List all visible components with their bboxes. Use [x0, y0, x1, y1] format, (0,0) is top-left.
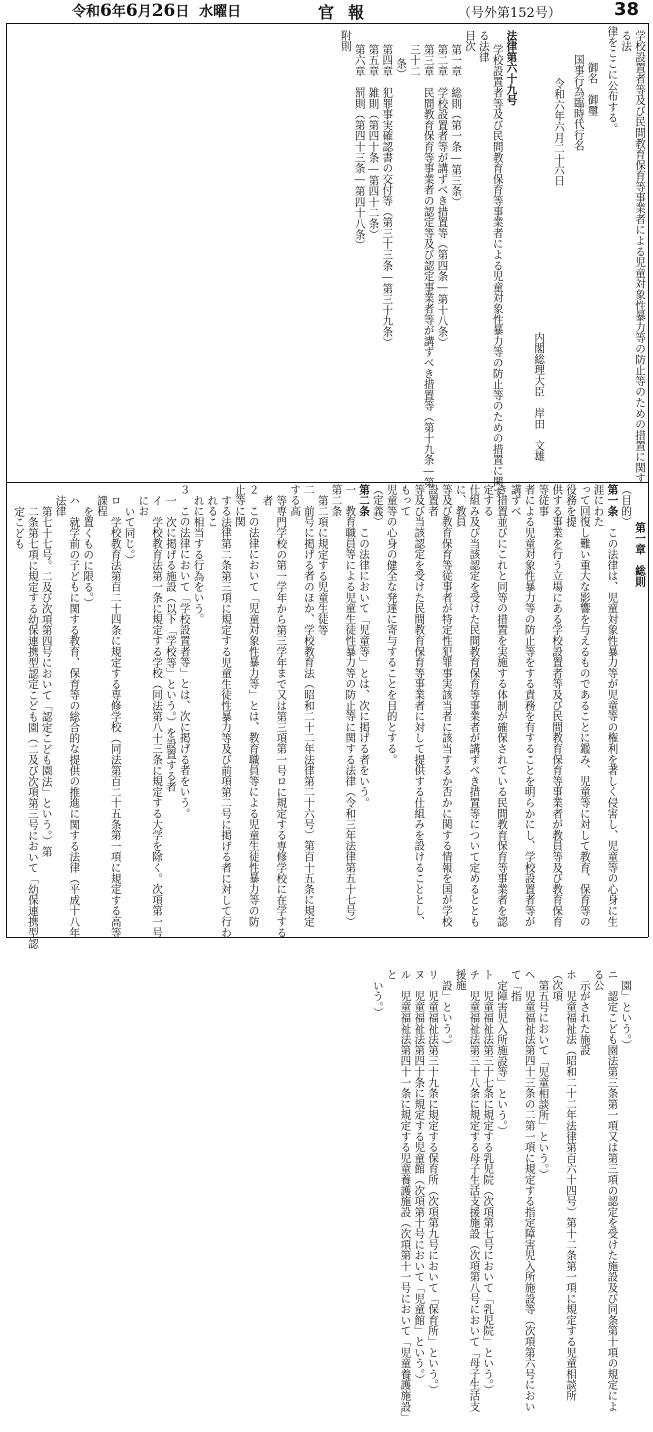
promulgation-date: 令和六年六月二十六日 — [553, 78, 566, 186]
article-1-line: 等及び当該認定を受けた民間教育保育等事業者に対して提供する仕組みを設けることとし、もって — [399, 484, 426, 927]
article-1-line: き措置並びにこれと同等の措置を実施する体制が確保されている民間教育保育等事業者を認定する — [482, 484, 509, 927]
article-1-line: 供する事業を行う立場にある学校設置者等及び民間教育保育等事業者が教員等及び教育保育等従事 — [537, 484, 564, 927]
law-title-2: る法律 — [477, 30, 490, 63]
article-2-subitem: 第五号において「児童相談所」という。） — [537, 980, 550, 1180]
article-2-line: れに相当する行為をいう。 — [192, 495, 205, 625]
toc-item: 第五章 雑則（第四十条―第四十二条） — [367, 44, 380, 240]
article-2-subitem: ロ 学校教育法第百二十四条に規定する専修学校（同法第百二十五条第一項に規定する高等課程 — [95, 495, 122, 938]
month-suffix: 月 — [137, 4, 152, 20]
article-2-subitem: 示がされた施設 — [578, 980, 591, 1056]
article-1-line: 児童等の心身の健全な発達に寄与することを目的とする。 — [385, 484, 398, 765]
article-2-line: ２ この法律において「児童対象性暴力等」とは、教育職員等による児童生徒性暴力等の防止等に関 — [233, 484, 260, 927]
weekday: 水曜日 — [199, 4, 242, 20]
promulgation-panel — [8, 26, 646, 498]
minister-name: 岸田 文雄 — [533, 407, 546, 462]
article-2-line: する法律第二条第三項に規定する児童生徒性暴力等及び前項第二号に掲げる者に対して行われるこ — [206, 495, 233, 938]
article-2-subitem: ヘ 児童福祉法第四十三条の二第一項に規定する指定障害児入所施設等（次項第六号において「指 — [509, 969, 536, 1412]
promulgation-line-2: 律をここに公布する。 — [606, 26, 619, 134]
article-2-subitem: リ 児童福祉法第三十九条に規定する保育所（次項第九号において「保育所」という。） — [427, 969, 440, 1396]
day: 26 — [151, 1, 176, 21]
article-1-line: 第一条 この法律は、児童対象性暴力等が児童等の権利を著しく侵害し、児童等の心身に生涯にわた — [592, 484, 619, 927]
article-1-line: 仕組み及び当該認定を受けた民間教育保育等事業者が講ずべき措置等について定めるとともに、教員 — [454, 484, 481, 927]
law-title-1: 学校設置者等及び民間教育保育等事業者による児童対象性暴力等の防止等のための措置に関す — [491, 44, 504, 498]
acting-name: 国事行為臨時代行名 — [572, 54, 585, 152]
article-2-subitem: ト 児童福祉法第三十七条に規定する乳児院（次項第七号において「乳児院」という。） — [482, 969, 495, 1396]
article-2-subitem: 設」という。） — [440, 980, 453, 1051]
header-rule — [6, 23, 648, 24]
article-2-subitem: ハ 就学前の子どもに関する教育、保育等の総合的な提供の推進に関する法律（平成十八年法律 — [54, 495, 81, 938]
right-border — [648, 23, 649, 937]
article-2-line: 第二条 この法律において「児童等」とは、次に掲げる者をいう。 — [358, 484, 371, 809]
month: 6 — [125, 1, 138, 21]
day-suffix: 日 — [175, 4, 190, 20]
page-number: 38 — [614, 0, 640, 20]
article-2-subitem: ル 児童福祉法第四十一条に規定する児童養護施設（次項第十一号において「児童養護施設」と — [385, 969, 412, 1418]
minister-title: 内閣総理大臣 — [533, 332, 546, 397]
article-caption: （目的） — [620, 484, 633, 528]
law-body-panel — [8, 484, 646, 1418]
promulgation-line-1: 学校設置者等及び民間教育保育等事業者による児童対象性暴力等の防止等のための措置に関する法 — [620, 30, 646, 484]
issue-date — [72, 1, 241, 21]
article-2-subitem: いう。） — [371, 980, 384, 1018]
gazette-header — [0, 0, 653, 22]
article-2-line: ３ この法律において「学校設置者等」とは、次に掲げる者をいう。 — [178, 484, 191, 819]
toc-item: 第三章 民間教育保育等事業者の認定等及び認定事業者等が講ずべき措置等（第十九条―第三十二 — [408, 44, 435, 489]
article-2-subitem: を置くものに限る。） — [82, 506, 95, 609]
article-2-subitem: ホ 児童福祉法（昭和二十二年法律第百六十四号）第十二条第一項に規定する児童相談所（次項 — [551, 969, 578, 1401]
article-caption: （定義） — [371, 484, 384, 528]
chapter-heading: 第一章 総則 — [634, 522, 646, 587]
left-border — [6, 23, 7, 937]
article-2-subitem: チ 児童福祉法第三十八条に規定する母子生活支援施設（次項第八号において「母子生活支援施 — [454, 969, 481, 1412]
article-2-subitem: 園」という。） — [620, 980, 633, 1051]
gazette-title: 官報 — [318, 3, 379, 22]
article-2-item: 第二項に規定する児童生徒等 — [316, 495, 329, 636]
article-2-subitem: 定障害児入所施設等」という。） — [496, 980, 509, 1137]
year-suffix: 年 — [111, 4, 126, 20]
imperial-seal-text: 御名 御璽 — [586, 62, 599, 116]
law-number: 法律第六十九号 — [505, 30, 518, 106]
article-label: 第一条 — [606, 484, 619, 517]
era: 令和 — [72, 4, 100, 20]
toc-item: 第二章 学校設置者等が講ずべき措置等（第四条―第十八条） — [436, 44, 449, 348]
toc-item: 第一章 総則（第一条―第三条） — [450, 44, 463, 208]
article-2-item: 二 前号に掲げる者のほか、学校教育法（昭和二十二年法律第二十六号）第百十五条に規定する高 — [289, 484, 315, 927]
article-2-subitem: いて同じ。） — [123, 506, 136, 566]
article-1-line: 者による児童対象性暴力等の防止等をする責務を有することを明らかにし、学校設置者等が講ずべ — [509, 484, 536, 927]
toc-item: 附則 — [339, 30, 352, 52]
toc-heading: 目次 — [464, 30, 477, 52]
article-2-subitem: ヌ 児童福祉法第四十条に規定する児童館（次項第十号において「児童館」という。） — [413, 969, 426, 1385]
toc-item-continued: 条） — [395, 58, 408, 80]
article-label: 第二条 — [358, 484, 371, 517]
article-2-subitem: 第七十七号。二及び次項第四号において「認定こども園法」という。）第 — [40, 506, 53, 858]
year: 6 — [100, 1, 112, 21]
article-1-line: 等及び教育保育等従事者が特定性犯罪事実該当者に該当するか否かに関する情報を国が学校設置者 — [427, 484, 453, 927]
article-2-subitem: 二条第七項に規定する幼保連携型認定こども園（二及び次項第三号において「幼保連携型認定こども — [13, 506, 39, 949]
article-2-subitem: ニ 認定こども園法第三条第一項又は第三項の認定を受けた施設及び同条第十項の規定による公 — [592, 969, 619, 1412]
toc-item: 第六章 罰則（第四十三条―第四十八条） — [353, 44, 366, 251]
article-2-subitem: イ 学校教育法第一条に規定する学校（同法第八十三条に規定する大学を除く。次項第一号にお — [137, 495, 164, 938]
article-2-item: 一 次に掲げる施設（以下「学校等」という。）を設置する者 — [164, 495, 177, 793]
article-2-item: 等専門学校の第一学年から第三学年まで又は第三項第一号ロに規定する専修学校に在学する者 — [261, 495, 288, 938]
toc-item: 第四章 犯罪事実確認書の交付等（第三十三条―第三十九条） — [381, 44, 394, 348]
article-2-item: 一 教育職員等による児童生徒性暴力等の防止等に関する法律（令和三年法律第五十七号）第二条 — [330, 484, 357, 927]
issue-number: （号外第152号） — [458, 6, 561, 21]
article-1-line: って回復し難い重大な影響を与えるものであることに鑑み、児童等に対して教育、保育等の役務を提 — [565, 484, 591, 927]
